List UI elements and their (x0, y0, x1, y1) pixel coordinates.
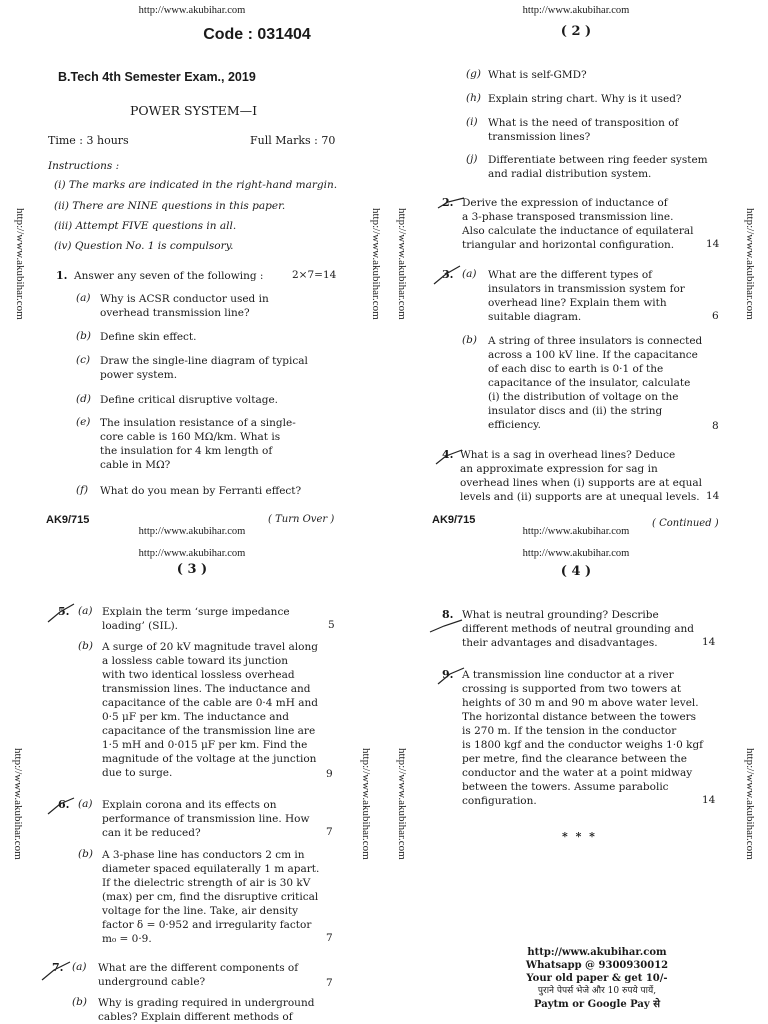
promo-offer: Your old paper & get 10/- (526, 973, 668, 984)
question-number: 7. (52, 961, 64, 974)
part-line: cables? Explain different methods of (98, 1011, 293, 1023)
side-watermark-url: http://www.akubihar.com (396, 748, 408, 860)
part-label: (f) (76, 484, 89, 496)
question-line: crossing is supported from two towers at (462, 683, 682, 695)
question-line: What is a sag in overhead lines? Deduce (460, 449, 676, 461)
part-line: The insulation resistance of a single- (100, 417, 296, 429)
part-line: Define critical disruptive voltage. (100, 394, 279, 406)
page-number: ( 3 ) (176, 562, 208, 577)
part-line: Why is ACSR conductor used in (100, 293, 269, 305)
part-line: loading’ (SIL). (102, 620, 179, 632)
page-1 (0, 0, 384, 526)
question-line: heights of 30 m and 90 m above water level. (462, 697, 699, 709)
pen-tick-mark (428, 616, 464, 640)
part-line: factor δ = 0·952 and irregularity factor (102, 919, 312, 931)
side-watermark-url: http://www.akubihar.com (396, 208, 408, 320)
question-marks: 7 (326, 932, 333, 944)
question-line: an approximate expression for sag in (460, 463, 658, 475)
part-line: power system. (100, 369, 178, 381)
question-line: is 270 m. If the tension in the conductor (462, 725, 677, 737)
part-line: efficiency. (488, 419, 542, 431)
part-label: (a) (462, 268, 477, 280)
part-line: core cable is 160 MΩ/km. What is (100, 431, 281, 443)
part-line: Differentiate between ring feeder system (488, 154, 708, 166)
part-line: Draw the single-line diagram of typical (100, 355, 308, 367)
question-line: What is neutral grounding? Describe (462, 609, 659, 621)
promo-url[interactable]: http://www.akubihar.com (527, 947, 667, 958)
part-label: (b) (78, 640, 93, 652)
part-line: performance of transmission line. How (102, 813, 310, 825)
part-label: (d) (76, 393, 91, 405)
part-label: (b) (78, 848, 93, 860)
question-line: their advantages and disadvantages. (462, 637, 658, 649)
part-line: capacitance of the insulator, calculate (488, 377, 691, 389)
part-label: (h) (466, 92, 481, 104)
full-marks: Full Marks : 70 (250, 134, 336, 147)
instruction-item: (ii) There are NINE questions in this paper. (54, 200, 286, 212)
question-number: 9. (442, 668, 454, 681)
page-4 (384, 512, 768, 1024)
question-text: Answer any seven of the following : (74, 270, 264, 282)
question-marks: 14 (702, 636, 716, 648)
part-line: can it be reduced? (102, 827, 201, 839)
question-line: a 3-phase transposed transmission line. (462, 211, 674, 223)
footer-code: AK9/715 (46, 514, 90, 526)
part-line: Explain corona and its effects on (102, 799, 277, 811)
turn-over-note: ( Turn Over ) (268, 514, 335, 525)
side-watermark-url: http://www.akubihar.com (12, 748, 24, 860)
side-watermark-url: http://www.akubihar.com (744, 748, 756, 860)
footer-code: AK9/715 (432, 514, 476, 526)
part-line: 1·5 mH and 0·015 μF per km. Find the (102, 739, 308, 751)
question-line: A transmission line conductor at a river (462, 669, 674, 681)
side-watermark-url: http://www.akubihar.com (744, 208, 756, 320)
question-marks: 14 (706, 238, 720, 250)
question-line: conductor and the water at a point midway (462, 767, 693, 779)
question-line: overhead lines when (i) supports are at equal (460, 477, 702, 489)
header-url[interactable]: http://www.akubihar.com (522, 526, 630, 537)
part-line: What are the different types of (488, 269, 653, 281)
part-line: What is self-GMD? (488, 69, 587, 81)
page-2 (384, 0, 768, 529)
part-label: (j) (466, 153, 478, 165)
promo-payment: Paytm or Google Pay से (534, 999, 660, 1010)
part-label: (b) (76, 330, 91, 342)
question-number: 8. (442, 608, 454, 621)
question-line: between the towers. Assume parabolic (462, 781, 669, 793)
question-marks: 7 (326, 977, 333, 989)
part-line: Explain string chart. Why is it used? (488, 93, 682, 105)
page-number: ( 4 ) (560, 564, 592, 579)
question-marks: 14 (702, 794, 716, 806)
part-line: underground cable? (98, 976, 206, 988)
header-url[interactable]: http://www.akubihar.com (522, 5, 630, 16)
part-line: Define skin effect. (100, 331, 197, 343)
part-line: a lossless cable toward its junction (102, 655, 289, 667)
part-line: insulator discs and (ii) the string (488, 405, 663, 417)
question-number: 3. (442, 268, 454, 281)
part-line: cable in MΩ? (100, 459, 171, 471)
promo-hindi-line: पुराने पेपर्स भेजे और 10 रुपये पायें, (537, 986, 657, 996)
question-marks: 8 (712, 420, 719, 432)
part-line: of each disc to earth is 0·1 of the (488, 363, 664, 375)
part-label: (a) (78, 798, 93, 810)
part-line: capacitance of the transmission line are (102, 725, 316, 737)
part-line: What are the different components of (98, 962, 299, 974)
question-marks: 2×7=14 (292, 269, 337, 281)
part-line: capacitance of the cable are 0·4 mH and (102, 697, 318, 709)
header-url[interactable]: http://www.akubihar.com (522, 548, 630, 559)
part-line: Why is grading required in underground (98, 997, 315, 1009)
part-line: If the dielectric strength of air is 30 kV (102, 877, 311, 889)
part-line: A surge of 20 kV magnitude travel along (102, 641, 318, 653)
question-number: 5. (58, 605, 70, 618)
side-watermark-url: http://www.akubihar.com (360, 748, 372, 860)
header-url[interactable]: http://www.akubihar.com (138, 5, 246, 16)
part-line: overhead transmission line? (100, 307, 250, 319)
part-line: due to surge. (102, 767, 173, 779)
question-line: Also calculate the inductance of equilateral (462, 225, 694, 237)
instruction-item: (iii) Attempt FIVE questions in all. (54, 220, 237, 232)
pen-tick-mark (46, 602, 76, 626)
question-marks: 9 (326, 768, 333, 780)
question-number: 2. (442, 196, 454, 209)
pen-tick-mark (40, 960, 72, 984)
question-line: configuration. (462, 795, 537, 807)
question-line: triangular and horizontal configuration. (462, 239, 675, 251)
instruction-item: (i) The marks are indicated in the right-hand margin. (54, 179, 338, 191)
part-line: diameter spaced equilaterally 1 m apart. (102, 863, 320, 875)
part-line: What do you mean by Ferranti effect? (100, 485, 302, 497)
part-line: (i) the distribution of voltage on the (488, 391, 679, 403)
paper-code: Code : 031404 (203, 26, 311, 43)
part-line: (max) per cm, find the disruptive critical (102, 891, 319, 903)
part-line: with two identical lossless overhead (102, 669, 295, 681)
part-line: overhead line? Explain them with (488, 297, 667, 309)
part-label: (b) (72, 996, 87, 1008)
question-line: The horizontal distance between the towers (462, 711, 697, 723)
header-url[interactable]: http://www.akubihar.com (138, 526, 246, 537)
instructions-heading: Instructions : (48, 160, 120, 172)
part-label: (a) (76, 292, 91, 304)
part-label: (b) (462, 334, 477, 346)
part-line: insulators in transmission system for (488, 283, 685, 295)
part-label: (e) (76, 416, 91, 428)
page-number: ( 2 ) (560, 24, 592, 39)
part-label: (i) (466, 116, 478, 128)
part-label: (a) (78, 605, 93, 617)
side-watermark-url: http://www.akubihar.com (14, 208, 26, 320)
part-line: and radial distribution system. (488, 168, 652, 180)
page-3 (0, 512, 384, 1024)
question-marks: 7 (326, 826, 333, 838)
part-line: A 3-phase line has conductors 2 cm in (102, 849, 305, 861)
pen-tick-mark (432, 264, 462, 288)
part-line: 0·5 μF per km. The inductance and (102, 711, 289, 723)
part-line: m₀ = 0·9. (102, 933, 152, 945)
part-line: across a 100 kV line. If the capacitance (488, 349, 698, 361)
question-marks: 6 (712, 310, 719, 322)
side-watermark-url: http://www.akubihar.com (370, 208, 382, 320)
question-number: 6. (58, 798, 70, 811)
part-line: the insulation for 4 km length of (100, 445, 273, 457)
question-line: is 1800 kgf and the conductor weighs 1·0 kgf (462, 739, 704, 751)
promo-block (502, 946, 692, 1011)
question-line: levels and (ii) supports are at unequal levels. (460, 491, 700, 503)
question-number: 4. (442, 448, 454, 461)
question-line: per metre, find the clearance between the (462, 753, 688, 765)
part-line: What is the need of transposition of (488, 117, 679, 129)
exam-title: B.Tech 4th Semester Exam., 2019 (58, 70, 256, 84)
question-line: different methods of neutral grounding and (462, 623, 694, 635)
part-line: transmission lines? (488, 131, 591, 143)
part-line: A string of three insulators is connected (488, 335, 703, 347)
part-label: (g) (466, 68, 481, 80)
part-label: (a) (72, 961, 87, 973)
question-marks: 14 (706, 490, 720, 502)
promo-whatsapp: Whatsapp @ 9300930012 (525, 960, 669, 971)
part-line: transmission lines. The inductance and (102, 683, 311, 695)
question-marks: 5 (328, 619, 335, 631)
question-line: Derive the expression of inductance of (462, 197, 668, 209)
part-line: Explain the term ‘surge impedance (102, 606, 290, 618)
instruction-item: (iv) Question No. 1 is compulsory. (54, 240, 234, 252)
subject-title: POWER SYSTEM—I (130, 103, 258, 118)
part-label: (c) (76, 354, 91, 366)
continued-note: ( Continued ) (652, 518, 719, 529)
part-line: suitable diagram. (488, 311, 582, 323)
end-marker: * * * (562, 830, 597, 843)
question-number: 1. (56, 269, 68, 282)
part-line: voltage for the line. Take, air density (102, 905, 299, 917)
part-line: magnitude of the voltage at the junction (102, 753, 317, 765)
time-allowed: Time : 3 hours (48, 134, 129, 147)
pen-tick-mark (46, 796, 76, 818)
header-url[interactable]: http://www.akubihar.com (138, 548, 246, 559)
